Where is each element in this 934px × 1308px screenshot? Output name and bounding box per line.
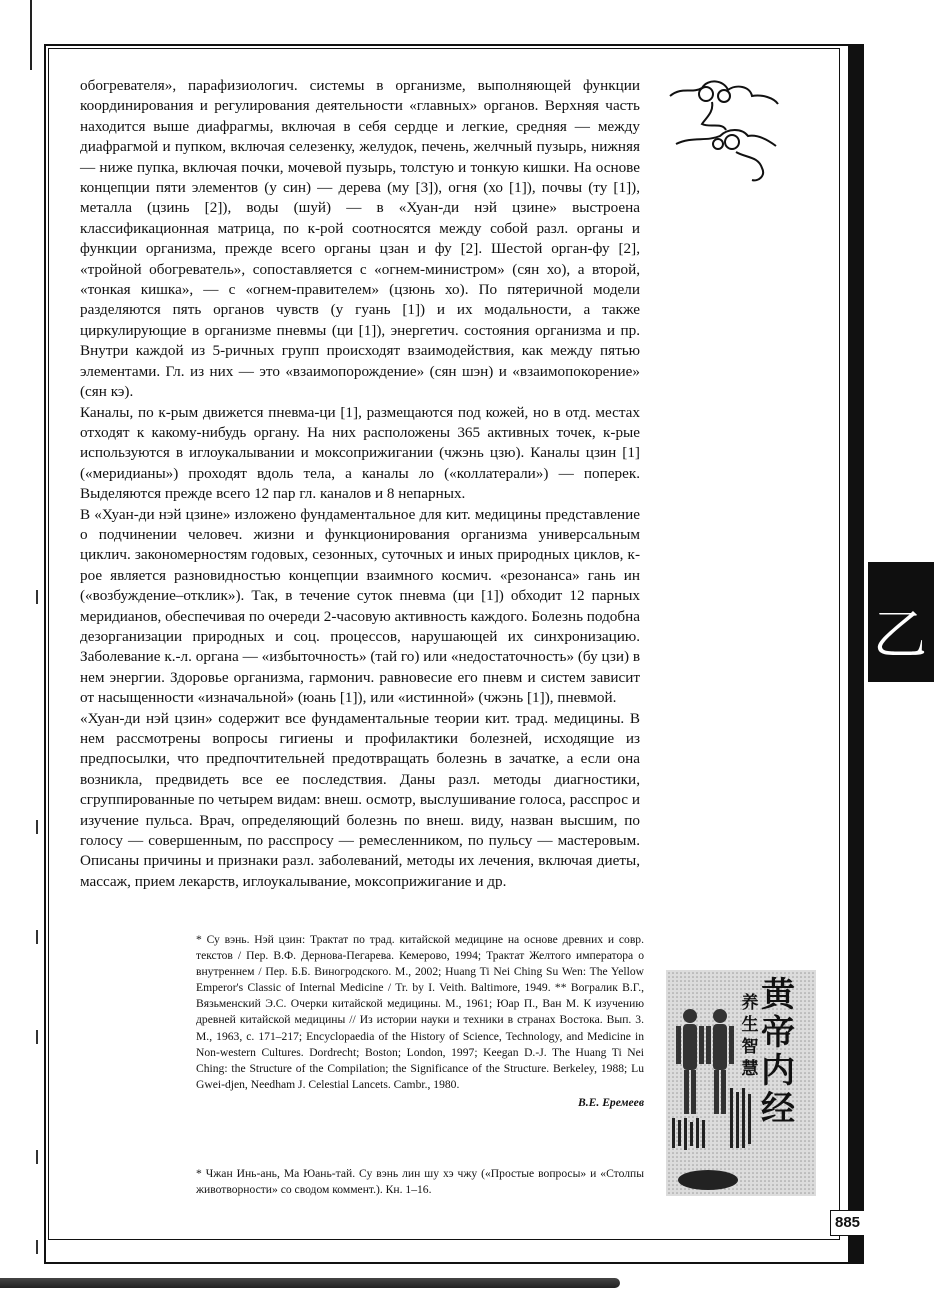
cover-title-char: 内	[761, 1051, 795, 1091]
section-tab-char: 乙	[873, 603, 927, 666]
article-body	[80, 76, 640, 892]
page-number: 885	[830, 1210, 864, 1236]
scan-mark	[36, 1030, 38, 1044]
scan-mark	[36, 1150, 38, 1164]
cover-subtitle-char: 慧	[741, 1059, 759, 1079]
scan-mark	[36, 820, 38, 834]
bibliography-text: * Су вэнь. Нэй цзин: Трактат по трад. китайской медицине на основе древних и совр. текстов / Пер. В.Ф. Дернова-Пегарева. Кемерово, 1994; Трактат Желтого императора о внутреннем / Пер. Б.Б. Виногродского. М., 2002; Huang Ti Nei Ching Su Wen: The Yellow Emperor's Classic of Internal Medicine / Tr. by I. Veith. Baltimore, 1949. ** Вогралик В.Г., Вязьменский Э.С. Очерки китайской медицины. М., 1961; Юар П., Ван М. К изучению древней китайской медицины // Из истории науки и техники в странах Востока. Вып. 3. М., 1963, с. 171–217; Encyclopaedia of the History of Science, Technology, and Medicine in Non-western Cultures. Dordrecht; Boston; London, 1997; Keegan D.-J. The Huang Ti Nei Ching: the Structure of the Compilation; the Significance of the Structure. Berkeley, 1988; Lu Gwei-djen, Needham J. Celestial Lancets. Cambr., 1980.	[196, 933, 644, 1091]
article-author: В.Е. Еремеев	[578, 1095, 644, 1109]
book-cover-image	[660, 968, 820, 1200]
cover-title-char: 帝	[761, 1013, 795, 1053]
paragraph: обогревателя», парафизиологич. системы в организме, выполняющей функции координирования и регулирования деятельности «главных» органов. Верхняя часть находится выше диафрагмы, включая в себя сердце и легкие, средняя — между диафрагмой и пупком, включая селезенку, желудок, печень, желчный пузырь, нижняя — ниже пупка, включая почки, мочевой пузырь, толстую и тонкую кишки. На основе концепции пяти элементов (у син) — дерева (му [3]), огня (хо [1]), почвы (ту [1]), металла (цзинь [2]), воды (шуй) — в «Хуан-ди нэй цзине» выстроена классификационная матрица, по к-рой соотносятся между собой разл. органы и функции организма, прежде всего органы цзан и фу [2]. Шестой орган-фу [2], «тройной обогреватель», сопоставляется с «огнем-министром» (сян хо), а второй, «тонкая кишка», — с «огнем-правителем» (цзюнь хо). По пятеричной модели разделяются пять органов чувств (у гуань [1]) и их модальности, а также циркулирующие в организме пневмы (ци [1]), энергетич. состояния организма и пр. Внутри каждой из 5-ричных групп происходят взаимодействия, как между пятью элементами. Гл. из них — это «взаимопорождение» (сян шэн) и «взаимопокорение» (сян кэ).	[80, 77, 640, 401]
cover-subtitle-char: 智	[741, 1037, 759, 1057]
scan-left-rule	[30, 0, 32, 70]
page-edge-bar	[848, 44, 862, 1264]
cover-badge	[678, 1170, 738, 1190]
bibliography	[196, 932, 644, 1111]
scan-edge-shadow	[0, 1278, 620, 1288]
cover-title-char: 经	[761, 1089, 795, 1129]
scan-mark	[36, 590, 38, 604]
cover-subtitle-char: 养	[741, 993, 759, 1013]
paragraph: Каналы, по к-рым движется пневма-ци [1], размещаются под кожей, но в отд. местах отходят к какому-нибудь органу. На них расположены 365 активных точек, к-рые используются в иглоукалывании и моксоприжигании (чжэнь цзю). Каналы цзин [1] («меридианы») проходят вдоль тела, а каналы ло («коллатерали») — поперек. Выделяются прежде всего 12 пар гл. каналов и 8 непарных.	[80, 403, 640, 503]
paragraph: В «Хуан-ди нэй цзине» изложено фундаментальное для кит. медицины представление о подчинении человеч. жизни и функционирования организма универсальным циклич. закономерностям годовых, сезонных, суточных и иных природных циклов, к-рое является разновидностью концепции взаимного космич. «резонанса» гань ин («возбуждение–отклик»). Так, в течение суток пневма (ци [1]) обходит 12 парных меридианов, обеспечивая по очереди 2-часовую активность каждого. Болезнь подобна дезорганизации природных и соц. процессов, нарушающей их синхронизацию. Заболевание к.-л. органа — «избыточность» (тай го) или «недостаточность» (бу цзи) в нем энергии. Здоровье организма, гармонич. равновесие его пневм и систем зависит от насыщенности «изначальной» (юань [1]), или «истинной» (чжэнь [1]), пневмой.	[80, 505, 640, 707]
translation-note: * Чжан Инь-ань, Ма Юань-тай. Су вэнь лин шу хэ чжу («Простые вопросы» и «Столпы животворности» со сводом коммент.). Кн. 1–16.	[196, 1167, 644, 1197]
paragraph: «Хуан-ди нэй цзин» содержит все фундаментальные теории кит. трад. медицины. В нем рассмотрены вопросы гигиены и профилактики болезней, исходящие из предпосылки, что предпочтительней предотвращать болезнь в зачатке, а если она возникла, предвидеть все ее последствия. Даны разл. методы диагностики, сгруппированные по четырем видам: внеш. осмотр, выслушивание голоса, расспрос и изучение пульса. Врач, определяющий болезнь по внеш. виду, назван высшим, по голосу — совершенным, по расспросу — ремесленником, по пульсу — мастеровым. Описаны причины и признаки разл. заболеваний, методы их лечения, включая диеты, массаж, прием лекарств, иглоукалывание, моксоприжигание и др.	[80, 709, 640, 890]
scan-mark	[36, 1240, 38, 1254]
cloud-ornament-icon	[662, 72, 782, 192]
cover-subtitle-char: 生	[741, 1015, 759, 1035]
scan-mark	[36, 930, 38, 944]
cover-title-char: 黄	[761, 975, 795, 1015]
